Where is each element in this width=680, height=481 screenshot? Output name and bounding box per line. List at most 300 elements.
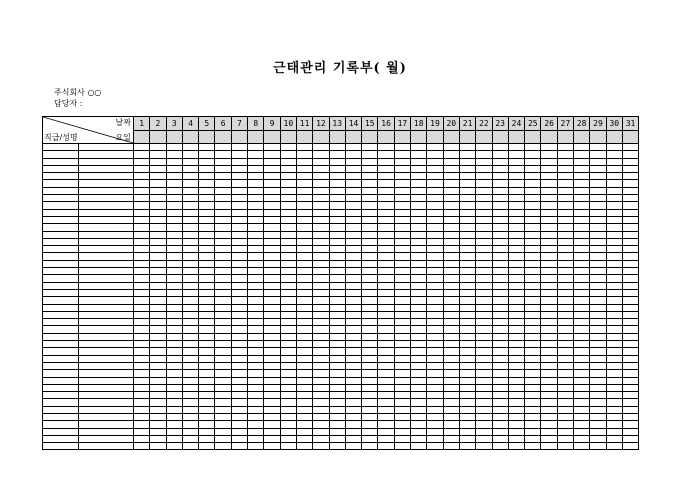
attendance-cell[interactable] bbox=[345, 406, 361, 413]
position-cell[interactable] bbox=[43, 260, 79, 267]
attendance-cell[interactable] bbox=[525, 282, 541, 289]
attendance-cell[interactable] bbox=[199, 333, 215, 340]
attendance-cell[interactable] bbox=[329, 231, 345, 238]
position-cell[interactable] bbox=[43, 231, 79, 238]
attendance-cell[interactable] bbox=[296, 231, 312, 238]
attendance-cell[interactable] bbox=[557, 413, 573, 420]
attendance-cell[interactable] bbox=[557, 355, 573, 362]
attendance-cell[interactable] bbox=[508, 216, 524, 223]
attendance-cell[interactable] bbox=[231, 443, 247, 450]
attendance-cell[interactable] bbox=[378, 377, 394, 384]
attendance-cell[interactable] bbox=[329, 311, 345, 318]
attendance-cell[interactable] bbox=[264, 238, 280, 245]
attendance-cell[interactable] bbox=[508, 231, 524, 238]
name-cell[interactable] bbox=[79, 202, 134, 209]
attendance-cell[interactable] bbox=[459, 399, 475, 406]
attendance-cell[interactable] bbox=[476, 216, 492, 223]
attendance-cell[interactable] bbox=[150, 231, 166, 238]
attendance-cell[interactable] bbox=[264, 392, 280, 399]
attendance-cell[interactable] bbox=[492, 231, 508, 238]
attendance-cell[interactable] bbox=[199, 421, 215, 428]
attendance-cell[interactable] bbox=[296, 435, 312, 442]
attendance-cell[interactable] bbox=[622, 428, 638, 435]
attendance-cell[interactable] bbox=[150, 216, 166, 223]
day-of-week-cell[interactable] bbox=[574, 131, 590, 144]
attendance-cell[interactable] bbox=[622, 297, 638, 304]
attendance-cell[interactable] bbox=[508, 282, 524, 289]
attendance-cell[interactable] bbox=[590, 348, 606, 355]
attendance-cell[interactable] bbox=[313, 202, 329, 209]
attendance-cell[interactable] bbox=[427, 362, 443, 369]
attendance-cell[interactable] bbox=[296, 319, 312, 326]
attendance-cell[interactable] bbox=[394, 399, 410, 406]
attendance-cell[interactable] bbox=[590, 268, 606, 275]
attendance-cell[interactable] bbox=[134, 151, 150, 158]
attendance-cell[interactable] bbox=[443, 224, 459, 231]
attendance-cell[interactable] bbox=[199, 428, 215, 435]
attendance-cell[interactable] bbox=[394, 370, 410, 377]
attendance-cell[interactable] bbox=[459, 253, 475, 260]
attendance-cell[interactable] bbox=[199, 355, 215, 362]
attendance-cell[interactable] bbox=[427, 282, 443, 289]
attendance-cell[interactable] bbox=[525, 421, 541, 428]
attendance-cell[interactable] bbox=[492, 209, 508, 216]
attendance-cell[interactable] bbox=[296, 209, 312, 216]
attendance-cell[interactable] bbox=[345, 435, 361, 442]
attendance-cell[interactable] bbox=[476, 253, 492, 260]
attendance-cell[interactable] bbox=[411, 406, 427, 413]
attendance-cell[interactable] bbox=[411, 173, 427, 180]
attendance-cell[interactable] bbox=[427, 180, 443, 187]
attendance-cell[interactable] bbox=[264, 173, 280, 180]
attendance-cell[interactable] bbox=[150, 158, 166, 165]
attendance-cell[interactable] bbox=[362, 238, 378, 245]
attendance-cell[interactable] bbox=[166, 202, 182, 209]
attendance-cell[interactable] bbox=[492, 268, 508, 275]
attendance-cell[interactable] bbox=[215, 151, 231, 158]
attendance-cell[interactable] bbox=[280, 231, 296, 238]
attendance-cell[interactable] bbox=[296, 362, 312, 369]
attendance-cell[interactable] bbox=[182, 158, 198, 165]
attendance-cell[interactable] bbox=[182, 253, 198, 260]
attendance-cell[interactable] bbox=[231, 216, 247, 223]
attendance-cell[interactable] bbox=[313, 326, 329, 333]
name-cell[interactable] bbox=[79, 195, 134, 202]
attendance-cell[interactable] bbox=[590, 406, 606, 413]
attendance-cell[interactable] bbox=[378, 224, 394, 231]
attendance-cell[interactable] bbox=[492, 304, 508, 311]
attendance-cell[interactable] bbox=[150, 326, 166, 333]
attendance-cell[interactable] bbox=[215, 304, 231, 311]
attendance-cell[interactable] bbox=[492, 333, 508, 340]
attendance-cell[interactable] bbox=[427, 355, 443, 362]
attendance-cell[interactable] bbox=[590, 195, 606, 202]
attendance-cell[interactable] bbox=[427, 421, 443, 428]
day-of-week-cell[interactable] bbox=[443, 131, 459, 144]
attendance-cell[interactable] bbox=[296, 406, 312, 413]
attendance-cell[interactable] bbox=[476, 173, 492, 180]
attendance-cell[interactable] bbox=[362, 319, 378, 326]
attendance-cell[interactable] bbox=[378, 238, 394, 245]
attendance-cell[interactable] bbox=[443, 333, 459, 340]
attendance-cell[interactable] bbox=[182, 392, 198, 399]
attendance-cell[interactable] bbox=[362, 209, 378, 216]
attendance-cell[interactable] bbox=[231, 151, 247, 158]
attendance-cell[interactable] bbox=[329, 209, 345, 216]
attendance-cell[interactable] bbox=[476, 260, 492, 267]
attendance-cell[interactable] bbox=[134, 399, 150, 406]
attendance-cell[interactable] bbox=[313, 224, 329, 231]
attendance-cell[interactable] bbox=[329, 202, 345, 209]
attendance-cell[interactable] bbox=[394, 319, 410, 326]
attendance-cell[interactable] bbox=[590, 304, 606, 311]
attendance-cell[interactable] bbox=[362, 297, 378, 304]
attendance-cell[interactable] bbox=[199, 253, 215, 260]
attendance-cell[interactable] bbox=[248, 144, 264, 151]
attendance-cell[interactable] bbox=[329, 435, 345, 442]
position-cell[interactable] bbox=[43, 384, 79, 391]
attendance-cell[interactable] bbox=[134, 341, 150, 348]
attendance-cell[interactable] bbox=[199, 268, 215, 275]
attendance-cell[interactable] bbox=[427, 216, 443, 223]
name-cell[interactable] bbox=[79, 413, 134, 420]
attendance-cell[interactable] bbox=[150, 348, 166, 355]
attendance-cell[interactable] bbox=[378, 428, 394, 435]
attendance-cell[interactable] bbox=[378, 268, 394, 275]
attendance-cell[interactable] bbox=[574, 253, 590, 260]
attendance-cell[interactable] bbox=[508, 362, 524, 369]
attendance-cell[interactable] bbox=[345, 311, 361, 318]
attendance-cell[interactable] bbox=[622, 231, 638, 238]
attendance-cell[interactable] bbox=[215, 165, 231, 172]
attendance-cell[interactable] bbox=[443, 282, 459, 289]
position-cell[interactable] bbox=[43, 333, 79, 340]
day-of-week-cell[interactable] bbox=[280, 131, 296, 144]
attendance-cell[interactable] bbox=[541, 304, 557, 311]
attendance-cell[interactable] bbox=[345, 275, 361, 282]
attendance-cell[interactable] bbox=[134, 173, 150, 180]
attendance-cell[interactable] bbox=[606, 289, 622, 296]
attendance-cell[interactable] bbox=[329, 238, 345, 245]
attendance-cell[interactable] bbox=[362, 311, 378, 318]
attendance-cell[interactable] bbox=[215, 195, 231, 202]
attendance-cell[interactable] bbox=[606, 333, 622, 340]
attendance-cell[interactable] bbox=[329, 224, 345, 231]
attendance-cell[interactable] bbox=[459, 180, 475, 187]
attendance-cell[interactable] bbox=[443, 311, 459, 318]
attendance-cell[interactable] bbox=[476, 297, 492, 304]
attendance-cell[interactable] bbox=[508, 348, 524, 355]
attendance-cell[interactable] bbox=[345, 260, 361, 267]
attendance-cell[interactable] bbox=[411, 195, 427, 202]
attendance-cell[interactable] bbox=[166, 384, 182, 391]
attendance-cell[interactable] bbox=[606, 435, 622, 442]
attendance-cell[interactable] bbox=[459, 187, 475, 194]
attendance-cell[interactable] bbox=[166, 231, 182, 238]
attendance-cell[interactable] bbox=[182, 231, 198, 238]
attendance-cell[interactable] bbox=[150, 406, 166, 413]
attendance-cell[interactable] bbox=[296, 268, 312, 275]
attendance-cell[interactable] bbox=[590, 216, 606, 223]
attendance-cell[interactable] bbox=[606, 275, 622, 282]
attendance-cell[interactable] bbox=[215, 413, 231, 420]
attendance-cell[interactable] bbox=[313, 443, 329, 450]
attendance-cell[interactable] bbox=[231, 144, 247, 151]
attendance-cell[interactable] bbox=[476, 224, 492, 231]
attendance-cell[interactable] bbox=[345, 370, 361, 377]
attendance-cell[interactable] bbox=[248, 341, 264, 348]
attendance-cell[interactable] bbox=[345, 428, 361, 435]
attendance-cell[interactable] bbox=[459, 282, 475, 289]
attendance-cell[interactable] bbox=[150, 370, 166, 377]
name-cell[interactable] bbox=[79, 231, 134, 238]
attendance-cell[interactable] bbox=[411, 158, 427, 165]
position-cell[interactable] bbox=[43, 180, 79, 187]
attendance-cell[interactable] bbox=[443, 151, 459, 158]
attendance-cell[interactable] bbox=[606, 209, 622, 216]
attendance-cell[interactable] bbox=[264, 333, 280, 340]
attendance-cell[interactable] bbox=[231, 399, 247, 406]
attendance-cell[interactable] bbox=[150, 253, 166, 260]
attendance-cell[interactable] bbox=[394, 209, 410, 216]
attendance-cell[interactable] bbox=[150, 180, 166, 187]
name-cell[interactable] bbox=[79, 260, 134, 267]
attendance-cell[interactable] bbox=[590, 399, 606, 406]
position-cell[interactable] bbox=[43, 355, 79, 362]
attendance-cell[interactable] bbox=[508, 341, 524, 348]
name-cell[interactable] bbox=[79, 289, 134, 296]
attendance-cell[interactable] bbox=[557, 377, 573, 384]
attendance-cell[interactable] bbox=[362, 195, 378, 202]
attendance-cell[interactable] bbox=[492, 377, 508, 384]
attendance-cell[interactable] bbox=[394, 151, 410, 158]
position-cell[interactable] bbox=[43, 428, 79, 435]
attendance-cell[interactable] bbox=[525, 151, 541, 158]
attendance-cell[interactable] bbox=[248, 187, 264, 194]
attendance-cell[interactable] bbox=[313, 173, 329, 180]
attendance-cell[interactable] bbox=[411, 231, 427, 238]
attendance-cell[interactable] bbox=[280, 268, 296, 275]
attendance-cell[interactable] bbox=[345, 144, 361, 151]
position-cell[interactable] bbox=[43, 413, 79, 420]
attendance-cell[interactable] bbox=[329, 348, 345, 355]
attendance-cell[interactable] bbox=[508, 158, 524, 165]
attendance-cell[interactable] bbox=[345, 173, 361, 180]
attendance-cell[interactable] bbox=[541, 275, 557, 282]
attendance-cell[interactable] bbox=[248, 311, 264, 318]
attendance-cell[interactable] bbox=[476, 362, 492, 369]
attendance-cell[interactable] bbox=[378, 165, 394, 172]
attendance-cell[interactable] bbox=[199, 297, 215, 304]
attendance-cell[interactable] bbox=[134, 421, 150, 428]
attendance-cell[interactable] bbox=[264, 370, 280, 377]
attendance-cell[interactable] bbox=[378, 326, 394, 333]
attendance-cell[interactable] bbox=[345, 326, 361, 333]
attendance-cell[interactable] bbox=[362, 370, 378, 377]
attendance-cell[interactable] bbox=[362, 216, 378, 223]
attendance-cell[interactable] bbox=[525, 355, 541, 362]
attendance-cell[interactable] bbox=[150, 209, 166, 216]
attendance-cell[interactable] bbox=[411, 319, 427, 326]
attendance-cell[interactable] bbox=[574, 260, 590, 267]
attendance-cell[interactable] bbox=[166, 392, 182, 399]
attendance-cell[interactable] bbox=[492, 180, 508, 187]
attendance-cell[interactable] bbox=[296, 165, 312, 172]
attendance-cell[interactable] bbox=[166, 428, 182, 435]
attendance-cell[interactable] bbox=[590, 370, 606, 377]
attendance-cell[interactable] bbox=[476, 319, 492, 326]
attendance-cell[interactable] bbox=[199, 304, 215, 311]
attendance-cell[interactable] bbox=[443, 355, 459, 362]
attendance-cell[interactable] bbox=[166, 341, 182, 348]
attendance-cell[interactable] bbox=[231, 180, 247, 187]
attendance-cell[interactable] bbox=[166, 297, 182, 304]
name-cell[interactable] bbox=[79, 253, 134, 260]
attendance-cell[interactable] bbox=[264, 362, 280, 369]
attendance-cell[interactable] bbox=[459, 319, 475, 326]
attendance-cell[interactable] bbox=[280, 195, 296, 202]
attendance-cell[interactable] bbox=[248, 231, 264, 238]
attendance-cell[interactable] bbox=[329, 319, 345, 326]
attendance-cell[interactable] bbox=[508, 209, 524, 216]
attendance-cell[interactable] bbox=[264, 443, 280, 450]
attendance-cell[interactable] bbox=[166, 195, 182, 202]
attendance-cell[interactable] bbox=[150, 355, 166, 362]
attendance-cell[interactable] bbox=[329, 289, 345, 296]
attendance-cell[interactable] bbox=[313, 406, 329, 413]
attendance-cell[interactable] bbox=[557, 151, 573, 158]
position-cell[interactable] bbox=[43, 362, 79, 369]
attendance-cell[interactable] bbox=[411, 187, 427, 194]
attendance-cell[interactable] bbox=[557, 246, 573, 253]
attendance-cell[interactable] bbox=[427, 209, 443, 216]
attendance-cell[interactable] bbox=[166, 173, 182, 180]
attendance-cell[interactable] bbox=[557, 289, 573, 296]
attendance-cell[interactable] bbox=[459, 297, 475, 304]
attendance-cell[interactable] bbox=[248, 289, 264, 296]
attendance-cell[interactable] bbox=[248, 173, 264, 180]
attendance-cell[interactable] bbox=[362, 275, 378, 282]
position-cell[interactable] bbox=[43, 238, 79, 245]
attendance-cell[interactable] bbox=[296, 224, 312, 231]
attendance-cell[interactable] bbox=[476, 202, 492, 209]
attendance-cell[interactable] bbox=[394, 173, 410, 180]
attendance-cell[interactable] bbox=[394, 231, 410, 238]
attendance-cell[interactable] bbox=[313, 275, 329, 282]
attendance-cell[interactable] bbox=[362, 260, 378, 267]
attendance-cell[interactable] bbox=[590, 384, 606, 391]
attendance-cell[interactable] bbox=[362, 165, 378, 172]
attendance-cell[interactable] bbox=[313, 253, 329, 260]
attendance-cell[interactable] bbox=[525, 187, 541, 194]
name-cell[interactable] bbox=[79, 406, 134, 413]
attendance-cell[interactable] bbox=[134, 195, 150, 202]
attendance-cell[interactable] bbox=[231, 333, 247, 340]
attendance-cell[interactable] bbox=[525, 289, 541, 296]
attendance-cell[interactable] bbox=[443, 428, 459, 435]
attendance-cell[interactable] bbox=[134, 392, 150, 399]
attendance-cell[interactable] bbox=[362, 158, 378, 165]
attendance-cell[interactable] bbox=[313, 348, 329, 355]
attendance-cell[interactable] bbox=[280, 319, 296, 326]
attendance-cell[interactable] bbox=[525, 253, 541, 260]
attendance-cell[interactable] bbox=[215, 246, 231, 253]
attendance-cell[interactable] bbox=[345, 216, 361, 223]
attendance-cell[interactable] bbox=[541, 289, 557, 296]
position-cell[interactable] bbox=[43, 392, 79, 399]
attendance-cell[interactable] bbox=[378, 384, 394, 391]
attendance-cell[interactable] bbox=[476, 231, 492, 238]
attendance-cell[interactable] bbox=[378, 341, 394, 348]
attendance-cell[interactable] bbox=[199, 326, 215, 333]
position-cell[interactable] bbox=[43, 224, 79, 231]
attendance-cell[interactable] bbox=[476, 180, 492, 187]
attendance-cell[interactable] bbox=[280, 326, 296, 333]
attendance-cell[interactable] bbox=[394, 158, 410, 165]
attendance-cell[interactable] bbox=[411, 268, 427, 275]
attendance-cell[interactable] bbox=[557, 348, 573, 355]
attendance-cell[interactable] bbox=[248, 165, 264, 172]
attendance-cell[interactable] bbox=[313, 333, 329, 340]
attendance-cell[interactable] bbox=[182, 443, 198, 450]
attendance-cell[interactable] bbox=[574, 333, 590, 340]
name-cell[interactable] bbox=[79, 282, 134, 289]
attendance-cell[interactable] bbox=[574, 144, 590, 151]
attendance-cell[interactable] bbox=[134, 304, 150, 311]
attendance-cell[interactable] bbox=[394, 187, 410, 194]
attendance-cell[interactable] bbox=[280, 297, 296, 304]
attendance-cell[interactable] bbox=[215, 311, 231, 318]
attendance-cell[interactable] bbox=[378, 253, 394, 260]
attendance-cell[interactable] bbox=[557, 428, 573, 435]
attendance-cell[interactable] bbox=[411, 297, 427, 304]
day-of-week-cell[interactable] bbox=[557, 131, 573, 144]
attendance-cell[interactable] bbox=[394, 384, 410, 391]
attendance-cell[interactable] bbox=[508, 253, 524, 260]
attendance-cell[interactable] bbox=[362, 173, 378, 180]
attendance-cell[interactable] bbox=[459, 202, 475, 209]
attendance-cell[interactable] bbox=[557, 319, 573, 326]
attendance-cell[interactable] bbox=[459, 268, 475, 275]
name-cell[interactable] bbox=[79, 187, 134, 194]
attendance-cell[interactable] bbox=[443, 231, 459, 238]
attendance-cell[interactable] bbox=[622, 421, 638, 428]
attendance-cell[interactable] bbox=[492, 319, 508, 326]
attendance-cell[interactable] bbox=[443, 370, 459, 377]
day-of-week-cell[interactable] bbox=[508, 131, 524, 144]
attendance-cell[interactable] bbox=[215, 333, 231, 340]
attendance-cell[interactable] bbox=[150, 377, 166, 384]
attendance-cell[interactable] bbox=[134, 260, 150, 267]
attendance-cell[interactable] bbox=[622, 224, 638, 231]
attendance-cell[interactable] bbox=[459, 304, 475, 311]
attendance-cell[interactable] bbox=[427, 326, 443, 333]
attendance-cell[interactable] bbox=[264, 260, 280, 267]
attendance-cell[interactable] bbox=[411, 399, 427, 406]
attendance-cell[interactable] bbox=[296, 355, 312, 362]
attendance-cell[interactable] bbox=[329, 428, 345, 435]
attendance-cell[interactable] bbox=[606, 180, 622, 187]
attendance-cell[interactable] bbox=[134, 435, 150, 442]
attendance-cell[interactable] bbox=[557, 392, 573, 399]
attendance-cell[interactable] bbox=[443, 238, 459, 245]
position-cell[interactable] bbox=[43, 144, 79, 151]
attendance-cell[interactable] bbox=[525, 392, 541, 399]
attendance-cell[interactable] bbox=[492, 224, 508, 231]
attendance-cell[interactable] bbox=[394, 224, 410, 231]
attendance-cell[interactable] bbox=[459, 216, 475, 223]
attendance-cell[interactable] bbox=[394, 377, 410, 384]
